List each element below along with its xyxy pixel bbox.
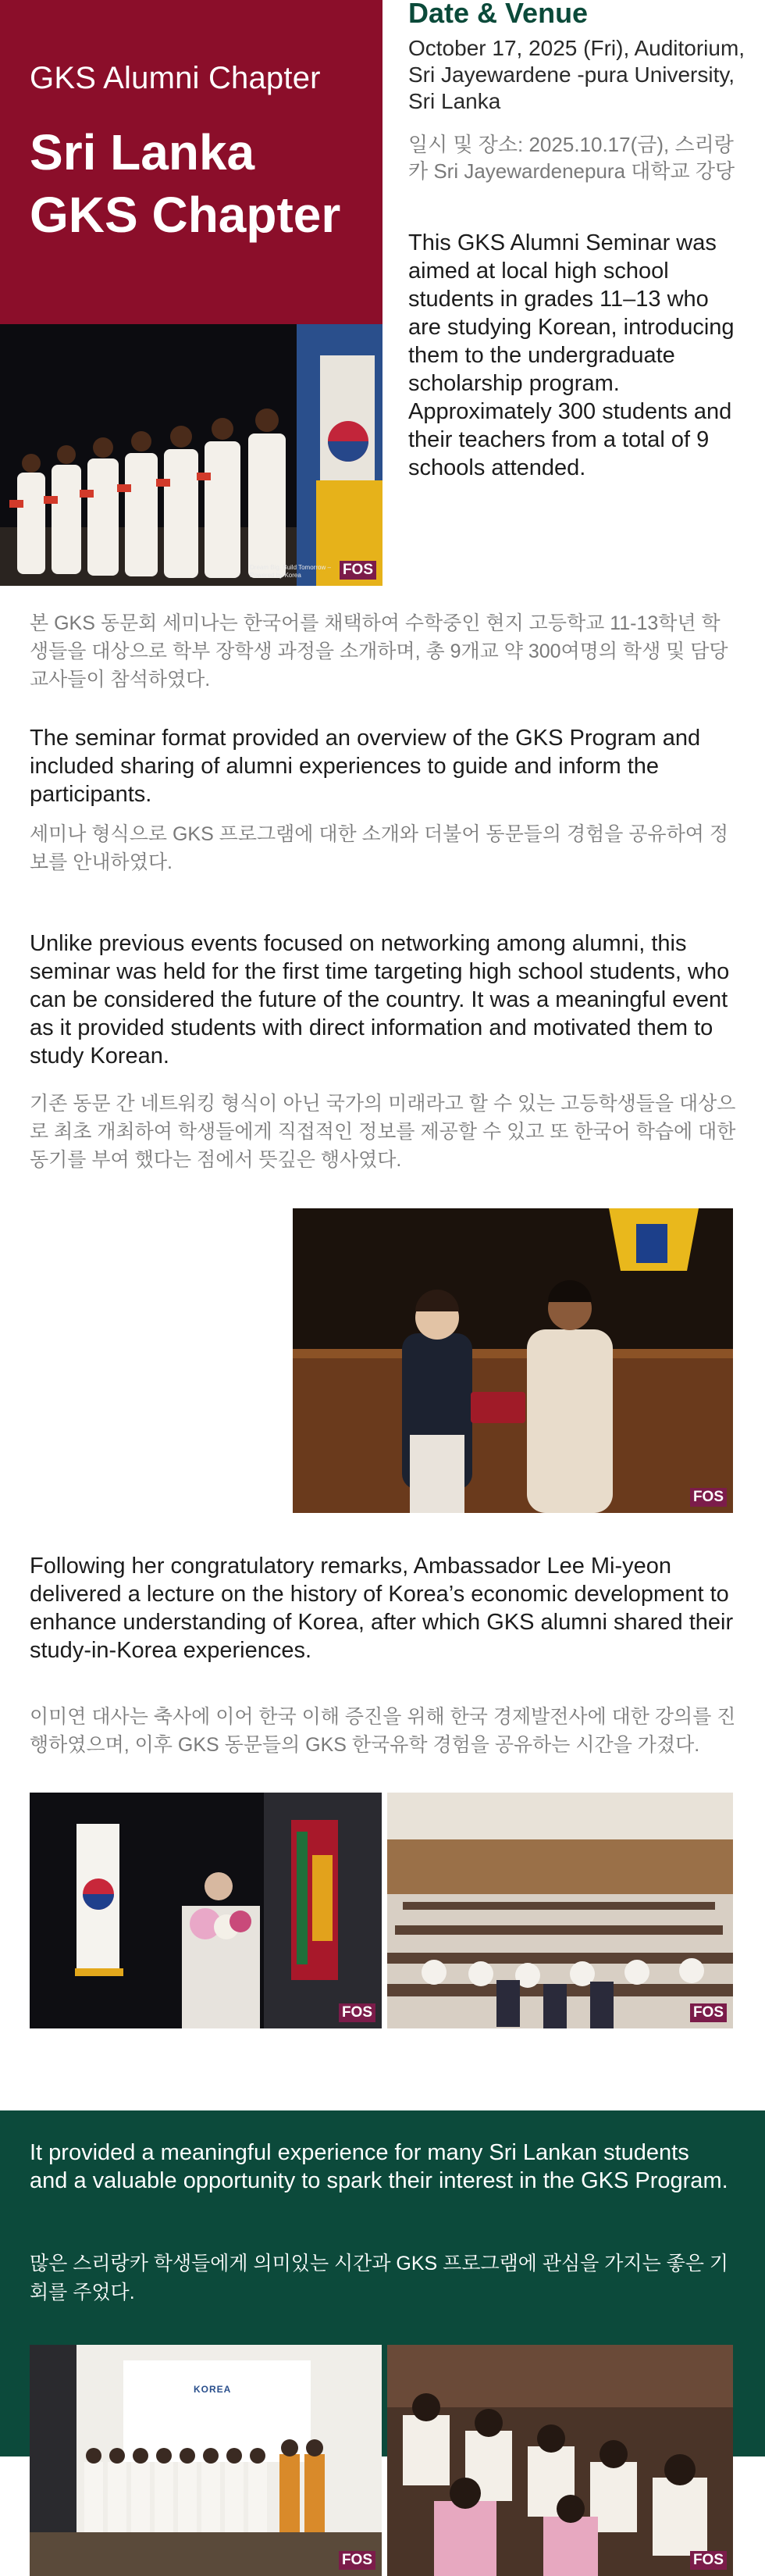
hero-photo-dancers [0, 324, 382, 586]
lecture-korean: 이미연 대사는 축사에 이어 한국 이해 증진을 위해 한국 경제발전사에 대한 강의를 진행하였으며, 이후 GKS 동문들의 GKS 한국유학 경험을 공유하는 시간을 가졌다. [30, 1706, 736, 1756]
fos-logo: FOS [339, 2003, 375, 2022]
photo-auditorium-audience [387, 1793, 733, 2028]
watermark-caption: Dream Big, Build Tomorrow – Powered by Korea [250, 564, 331, 579]
photo-ambassador-gift [293, 1208, 733, 1513]
hero-title-line-2: GKS Chapter [30, 187, 341, 243]
fos-logo: FOS [340, 561, 376, 580]
venue-english: October 17, 2025 (Fri), Auditorium, Sri Jayewardene -pura University, Sri Lanka [408, 36, 745, 113]
lecture-english: Following her congratulatory remarks, Ambassador Lee Mi-yeon delivered a lecture on the history of Korea’s economic development to enhance understanding of Korea, after which GKS alumni shared their study-in-Korea experiences. [30, 1554, 734, 1663]
venue-description: This GKS Alumni Seminar was aimed at local high school students in grades 11–13 who are studying Korean, introducing them to the undergraduate scholarship program. Approximately 300 students and their teachers from a total of 9 schools attended. [408, 230, 735, 480]
closing-korean: 많은 스리랑카 학생들에게 의미있는 시간과 GKS 프로그램에 관심을 가지는 좋은 기회를 주었다. [30, 2253, 729, 2303]
unlike-korean: 기존 동문 간 네트워킹 형식이 아닌 국가의 미래라고 할 수 있는 고등학생들을 대상으로 최초 개최하여 학생들에게 직접적인 정보를 제공할 수 있고 또 한국어 학습에 대한 동기를 부여 했다는 점에서 뜻깊은 행사였다. [30, 1093, 736, 1171]
fos-logo: FOS [690, 2003, 727, 2022]
photo-students-seated [387, 2345, 733, 2576]
photo-lecture-podium [30, 1793, 382, 2028]
photo-group-stage [30, 2345, 382, 2576]
closing-english: It provided a meaningful experience for many Sri Lankan students and a valuable opportunity to spark their interest in the GKS Program. [30, 2140, 728, 2193]
fos-logo: FOS [690, 1488, 727, 1507]
intro-korean: 본 GKS 동문회 세미나는 한국어를 채택하여 수학중인 현지 고등학교 11-13학년 학생들을 대상으로 학부 장학생 과정을 소개하며, 총 9개교 약 300여명의 학생 및 담당교사들이 참석하였다. [30, 612, 728, 690]
format-korean: 세미나 형식으로 GKS 프로그램에 대한 소개와 더불어 동문들의 경험을 공유하여 정보를 안내하였다. [30, 823, 729, 873]
hero-subtitle: GKS Alumni Chapter [30, 61, 321, 95]
photo-banner-text: KOREA [194, 2384, 232, 2395]
fos-logo: FOS [339, 2551, 375, 2570]
venue-korean: 일시 및 장소: 2025.10.17(금), 스리랑카 Sri Jayewardenepura 대학교 강당 [408, 133, 735, 183]
venue-heading: Date & Venue [408, 0, 589, 29]
hero-section [0, 0, 765, 594]
fos-logo: FOS [690, 2551, 727, 2570]
format-english: The seminar format provided an overview of the GKS Program and included sharing of alumni experiences to guide and inform the participants. [30, 726, 701, 807]
hero-title-panel [0, 0, 382, 324]
hero-title-line-1: Sri Lanka [30, 124, 255, 180]
hero-title [30, 121, 340, 246]
unlike-english: Unlike previous events focused on networking among alumni, this seminar was held for the first time targeting high school students, who can be considered the future of the country. It was a meaningful event as it provided students with direct information and motivated them to study Korean. [30, 931, 730, 1069]
